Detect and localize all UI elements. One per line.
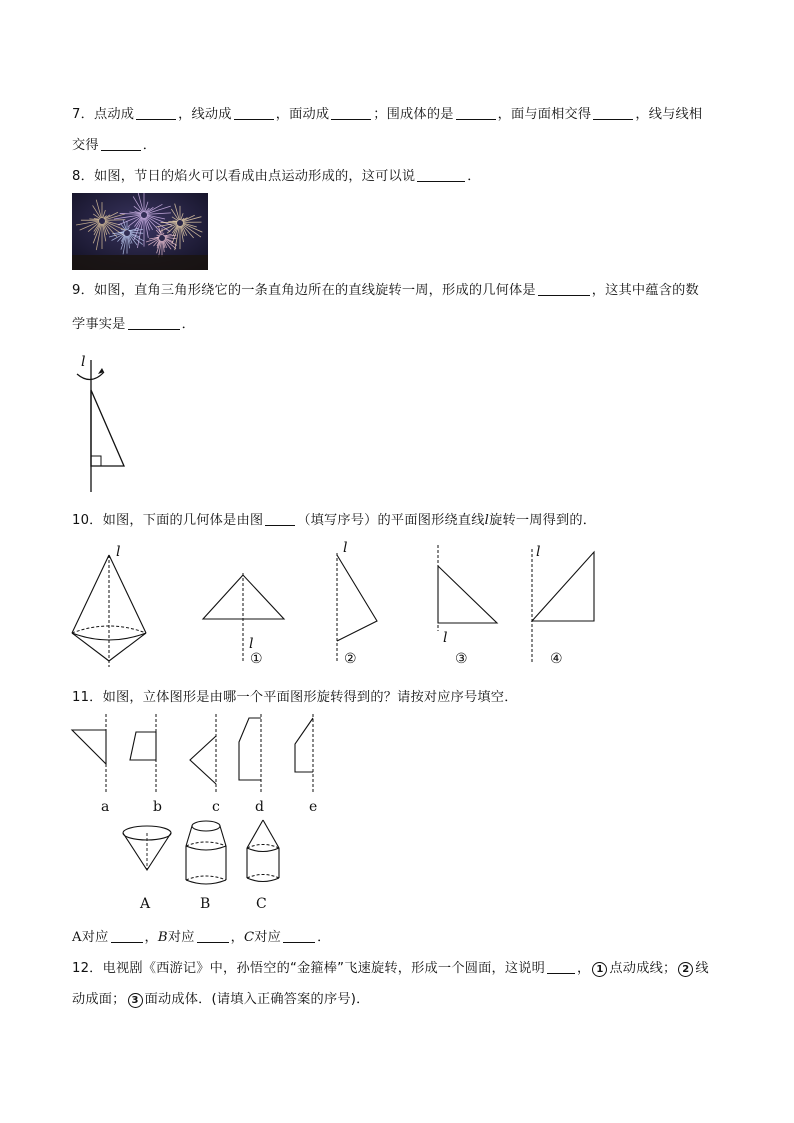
q7-text-1: 7．点动成	[72, 107, 135, 122]
answer-blank[interactable]	[128, 317, 180, 330]
figure-label-3: ③	[455, 651, 468, 667]
answer-text: 对应	[81, 930, 109, 945]
question-8	[72, 165, 481, 184]
fireworks-image	[72, 193, 208, 270]
answer-blank[interactable]	[111, 930, 143, 943]
option-1-marker: 1	[592, 962, 607, 977]
shape-label-c: c	[212, 799, 220, 815]
shape-b	[130, 714, 156, 792]
question-10	[72, 509, 596, 528]
answer-blank[interactable]	[197, 930, 229, 943]
q11-plane-shapes	[68, 712, 338, 802]
q10-text-c: 旋转一周得到的．	[489, 513, 597, 528]
q10-var-l: l	[484, 513, 490, 528]
right-angle-mark	[91, 456, 101, 466]
plane-shape-3	[438, 545, 497, 631]
q9-text-2: ，这其中蕴含的数	[591, 283, 699, 298]
solid-label-c: C	[256, 896, 267, 912]
q7-text-8: ．	[142, 138, 157, 153]
option-2-marker: 2	[678, 962, 693, 977]
figure-label-4: ④	[550, 651, 563, 667]
shape-a	[72, 714, 106, 792]
q12-text-c: 动成面；	[72, 992, 126, 1007]
answer-blank[interactable]	[136, 107, 176, 120]
q12-text-a: 12．电视剧《西游记》中，孙悟空的“金箍棒”飞速旋转，形成一个圆面，这说明	[72, 961, 546, 976]
plane-shape-4	[532, 549, 594, 663]
answer-end: ．	[317, 930, 331, 945]
q9-text-3: 学事实是	[72, 317, 126, 332]
axis-label-l: l	[443, 630, 448, 646]
answer-blank[interactable]	[547, 961, 575, 974]
right-triangle	[91, 390, 124, 466]
question-9-line-1	[72, 279, 699, 298]
shape-label-d: d	[255, 799, 264, 815]
answer-var-a: A	[72, 930, 82, 945]
q7-text-7: 交得	[72, 138, 99, 153]
answer-blank[interactable]	[417, 169, 465, 182]
question-9-line-2	[72, 313, 195, 332]
axis-label-l: l	[249, 636, 254, 652]
question-11-answer	[72, 926, 330, 945]
question-12-line-2	[72, 988, 369, 1008]
axis-label-l: l	[343, 540, 348, 556]
axis-label-l: l	[536, 544, 541, 560]
q11-solids	[118, 818, 298, 898]
question-7-line-1	[72, 103, 702, 122]
answer-sep: ，	[230, 930, 244, 945]
shape-c	[190, 714, 216, 792]
q11-text: 11．如图，立体图形是由哪一个平面图形旋转得到的？请按对应序号填空．	[72, 690, 518, 705]
answer-sep: ，	[144, 930, 158, 945]
q12-text-b: ，	[577, 961, 591, 976]
plane-shape-1	[203, 573, 284, 663]
figure-label-1: ①	[250, 651, 263, 667]
shape-label-a: a	[101, 799, 110, 815]
q7-text-2: ，线动成	[178, 107, 232, 122]
shape-e	[295, 714, 313, 792]
solid-b-frustum-cylinder	[186, 821, 226, 884]
axis-label-l: l	[116, 544, 121, 560]
answer-blank[interactable]	[593, 107, 633, 120]
option-3-marker: 3	[128, 993, 143, 1008]
answer-text: 对应	[167, 930, 195, 945]
figure-label-2: ②	[344, 651, 357, 667]
q8-end: ．	[467, 169, 481, 184]
rotation-triangle-figure	[60, 350, 140, 500]
plane-shape-2	[337, 553, 377, 663]
answer-blank[interactable]	[283, 930, 315, 943]
shape-label-b: b	[153, 799, 162, 815]
axis-label-l: l	[81, 354, 86, 370]
solid-label-b: B	[200, 896, 211, 912]
solid-a-cone	[123, 826, 171, 870]
q7-text-6: ，线与线相	[635, 107, 703, 122]
q10-text-a: 10．如图，下面的几何体是由图	[72, 513, 264, 528]
q9-text-1: 9．如图，直角三角形绕它的一条直角边所在的直线旋转一周，形成的几何体是	[72, 283, 536, 298]
answer-blank[interactable]	[101, 138, 141, 151]
q9-text-4: ．	[181, 317, 195, 332]
answer-blank[interactable]	[234, 107, 274, 120]
q7-text-5: ，面与面相交得	[497, 107, 592, 122]
solid-label-a: A	[140, 896, 151, 912]
question-12-line-1	[72, 957, 709, 977]
answer-blank[interactable]	[265, 513, 295, 526]
solid-c-cone-cylinder	[247, 820, 279, 882]
double-cone	[72, 555, 146, 667]
option-3-text: 面动成体．(请填入正确答案的序号)．	[144, 992, 370, 1007]
answer-var-c: C	[243, 930, 255, 945]
option-1-text: 点动成线；	[609, 961, 677, 976]
q8-text: 8．如图，节日的焰火可以看成由点运动形成的，这可以说	[72, 169, 416, 184]
answer-blank[interactable]	[331, 107, 371, 120]
q10-text-b: （填写序号）的平面图形绕直线	[297, 513, 485, 528]
q7-text-4: ；围成体的是	[373, 107, 454, 122]
shape-label-e: e	[309, 799, 318, 815]
shape-d	[239, 714, 261, 792]
question-11	[72, 686, 518, 705]
answer-var-b: B	[157, 930, 168, 945]
question-7-line-2	[72, 134, 156, 153]
answer-blank[interactable]	[538, 283, 590, 296]
q7-text-3: ，面动成	[275, 107, 330, 122]
answer-text: 对应	[254, 930, 282, 945]
option-2-text: 线	[695, 961, 709, 976]
answer-blank[interactable]	[456, 107, 496, 120]
